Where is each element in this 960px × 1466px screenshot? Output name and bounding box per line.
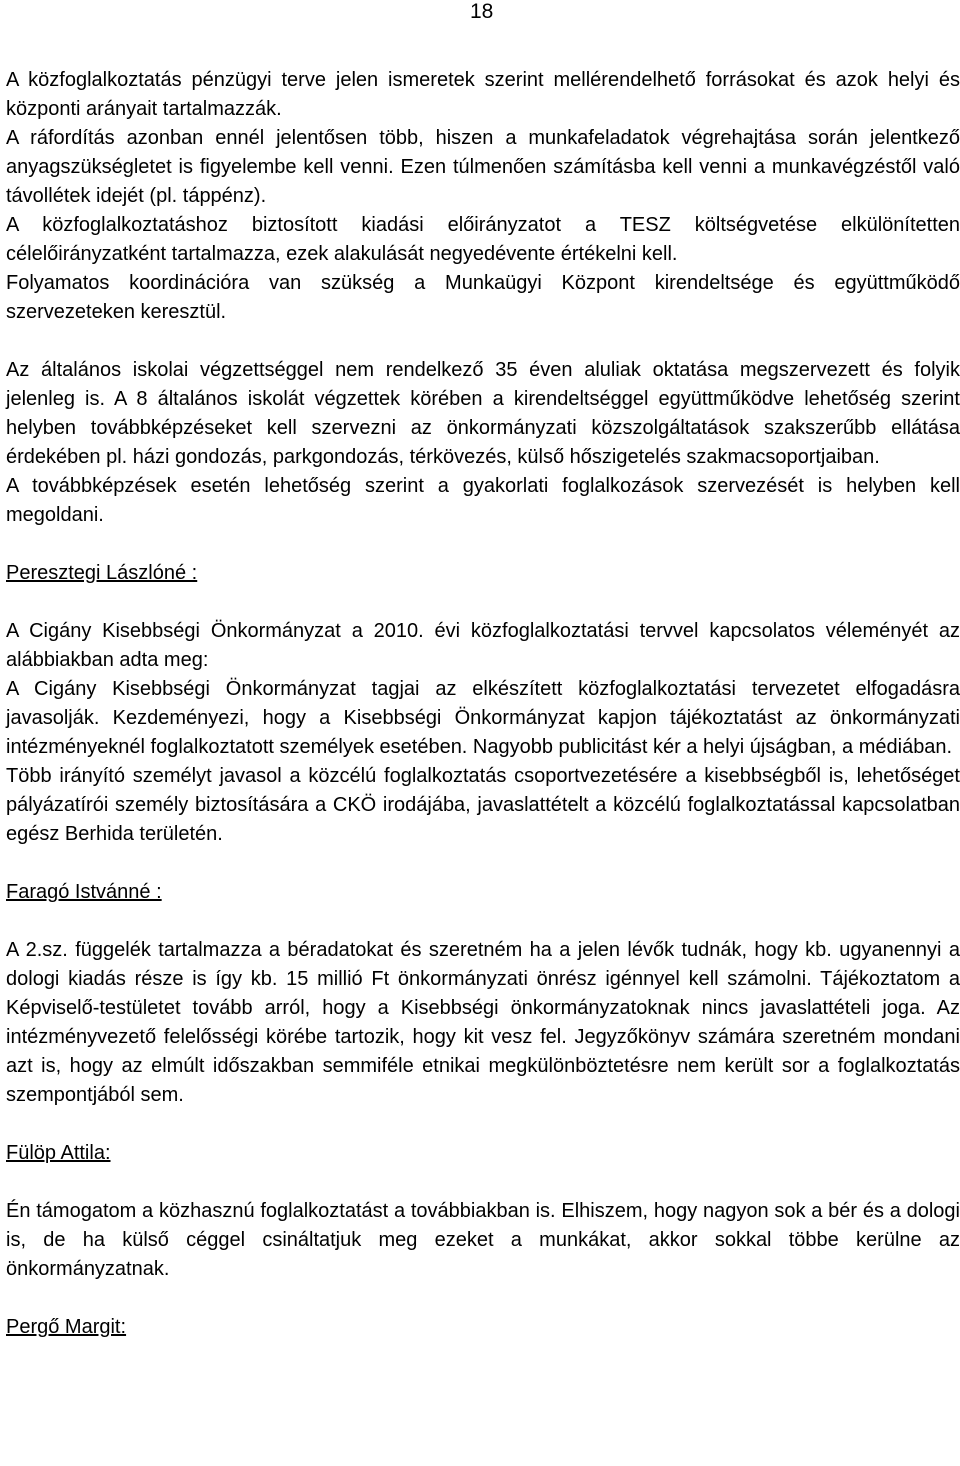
- paragraph: A Cigány Kisebbségi Önkormányzat a 2010. évi közfoglalkoztatási tervvel kapcsolatos véleményét az alábbiakban adta meg:: [6, 620, 960, 671]
- paragraph: A közfoglalkoztatáshoz biztosított kiadási előirányzatot a TESZ költségvetése elkülönítetten célelőirányzatként tartalmazza, ezek alakulását negyedévente értékelni kell.: [6, 214, 960, 265]
- speaker-heading: Faragó Istvánné :: [6, 881, 162, 903]
- paragraph: A Cigány Kisebbségi Önkormányzat tagjai az elkészített közfoglalkoztatási tervezetet elfogadásra javasolják. Kezdeményezi, hogy a Kisebbségi Önkormányzat kapjon tájékoztatást az önkormányzati intézményeknél foglalkoztatott személyek esetében. Nagyobb publicitást kér a helyi újságban, a médiában.: [6, 678, 960, 758]
- paragraph: Az általános iskolai végzettséggel nem rendelkező 35 éven aluliak oktatása megszervezett és folyik jelenleg is. A 8 általános iskolát végzettek körében a kirendeltséggel együttműködve lehetőség szerint helyben továbbképzéseket kell szervezni az önkormányzati közszolgáltatások szakszerűbb ellátása érdekében pl. házi gondozás, parkgondozás, térkövezés, külső hőszigetelés szakmacsoportjaiban.: [6, 359, 960, 468]
- speaker-heading: Pergő Margit:: [6, 1316, 127, 1338]
- paragraph: Én támogatom a közhasznú foglalkoztatást a továbbiakban is. Elhiszem, hogy nagyon sok a bér és a dologi is, de ha külső céggel csináltatjuk meg ezeket a munkákat, akkor sokkal többe kerülne az önkormányzatnak.: [6, 1200, 960, 1280]
- page-number: 18: [470, 0, 494, 23]
- paragraph: A ráfordítás azonban ennél jelentősen több, hiszen a munkafeladatok végrehajtása során jelentkező anyagszükségletet is figyelembe kell venni. Ezen túlmenően számításba kell venni a munkavégzéstől való távollétek idejét (pl. táppénz).: [6, 127, 960, 207]
- paragraph: Több irányító személyt javasol a közcélú foglalkoztatás csoportvezetésére a kisebbségből is, lehetőséget pályázatírói személy biztosítására a CKÖ irodájába, javaslattételt a közcélú foglalkoztatással kapcsolatban egész Berhida területén.: [6, 765, 960, 845]
- paragraph: A továbbképzések esetén lehetőség szerint a gyakorlati foglalkozások szervezését is helyben kell megoldani.: [6, 475, 960, 526]
- paragraph: Folyamatos koordinációra van szükség a Munkaügyi Központ kirendeltsége és együttműködő szervezeteken keresztül.: [6, 272, 960, 323]
- document-body: [6, 66, 960, 1371]
- paragraph: A 2.sz. függelék tartalmazza a béradatokat és szeretném ha a jelen lévők tudnák, hogy kb. ugyanennyi a dologi kiadás része is így kb. 15 millió Ft önkormányzati önrész igénnyel kell számolni. Tájékoztatom a Képviselő-testületet tovább arról, hogy a Kisebbségi önkormányzatoknak nincs javaslattételi joga. Az intézményvezető felelősségi körébe tartozik, hogy kit vesz fel. Jegyzőkönyv számára szeretném mondani azt is, hogy az elmúlt időszakban semmiféle etnikai megkülönböztetésre nem került sor a foglalkoztatás szempontjából sem.: [6, 939, 960, 1106]
- speaker-heading: Peresztegi Lászlóné :: [6, 562, 198, 584]
- speaker-heading: Fülöp Attila:: [6, 1142, 111, 1164]
- paragraph: A közfoglalkoztatás pénzügyi terve jelen ismeretek szerint mellérendelhető forrásokat és azok helyi és központi arányait tartalmazzák.: [6, 69, 960, 120]
